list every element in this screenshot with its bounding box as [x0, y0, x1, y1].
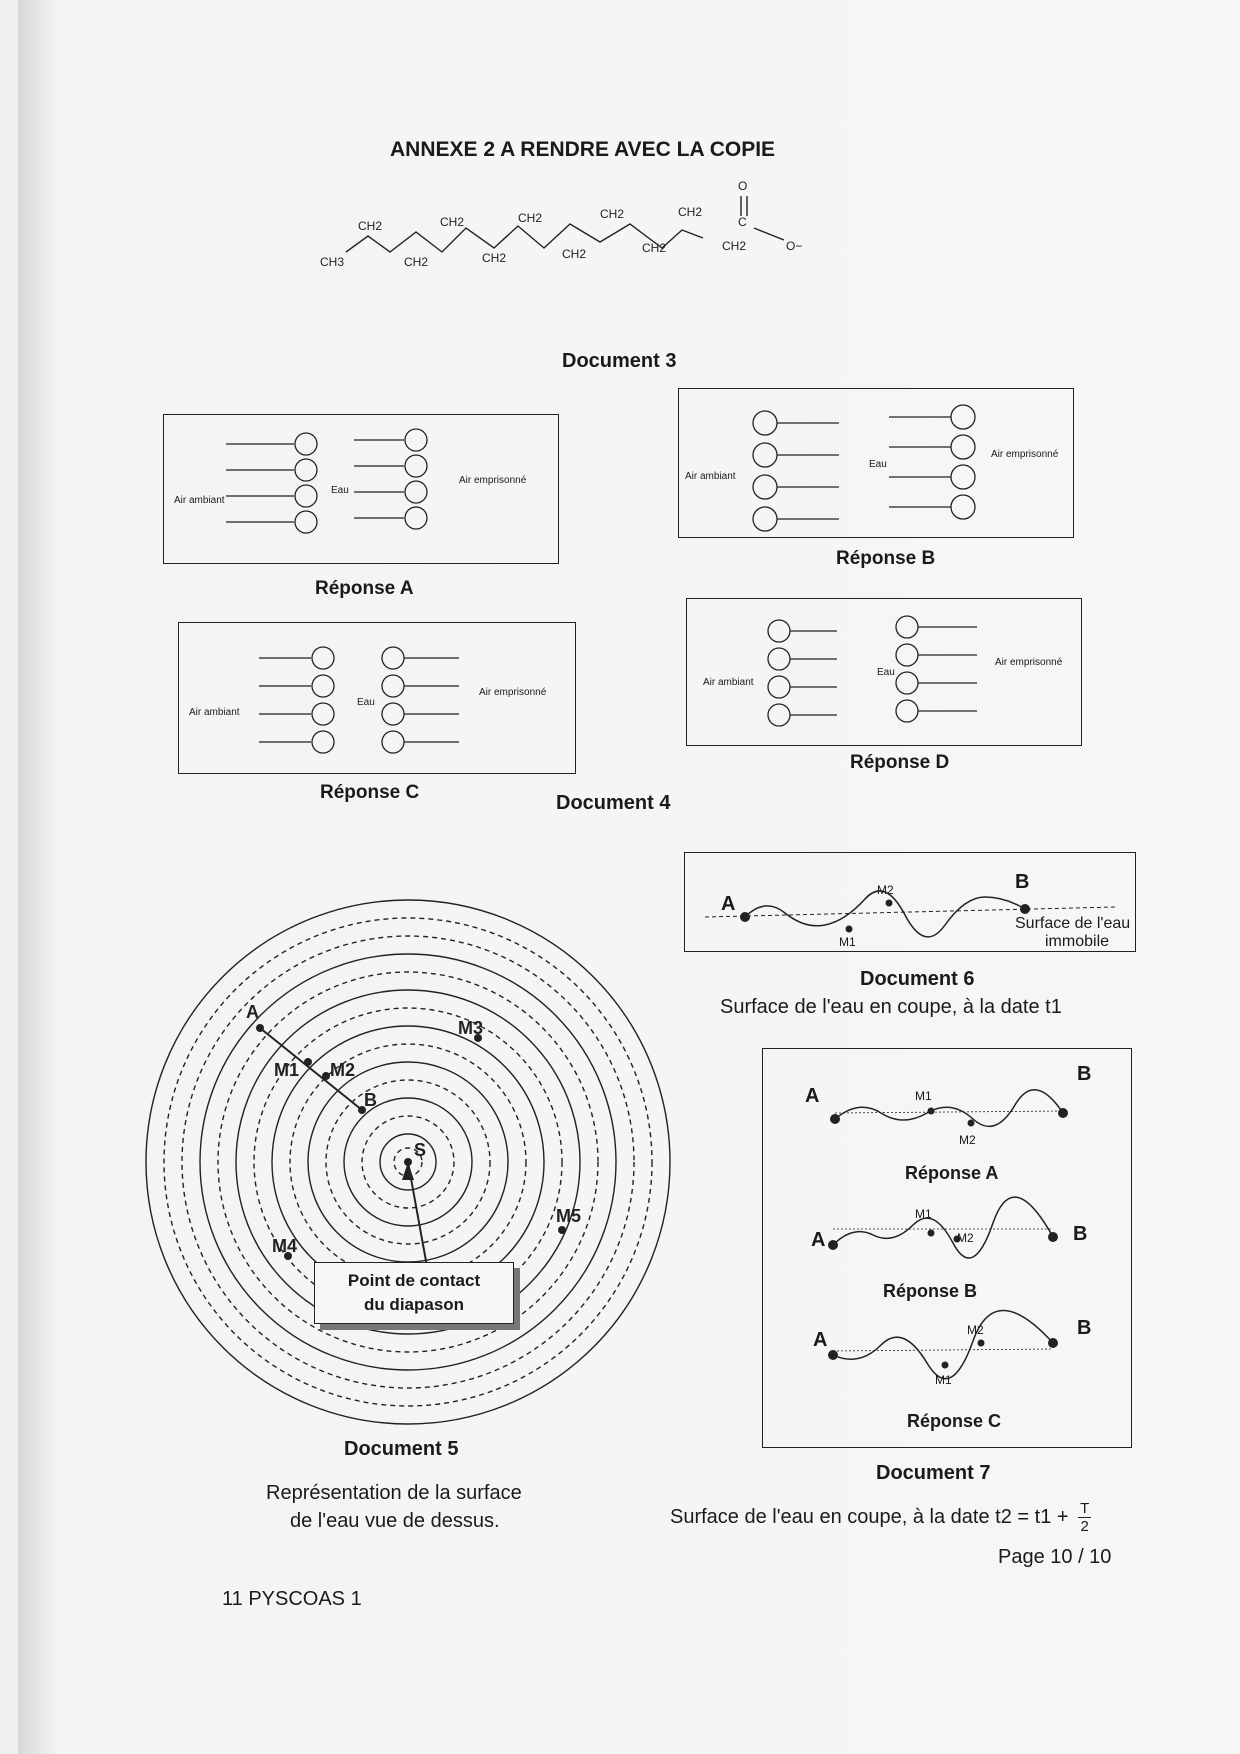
answer-b-label: Réponse B [836, 548, 936, 569]
answer-c-label: Réponse C [320, 782, 420, 803]
doc6-point-m1: M1 [839, 935, 856, 949]
document7-caption-text: Surface de l'eau en coupe, à la date t2 = t1 + [670, 1505, 1069, 1528]
ch2-group: CH2 [562, 247, 587, 261]
ch2-group: CH2 [440, 215, 465, 229]
doc7-a3: A [813, 1329, 828, 1351]
answer-d-label: Réponse D [850, 752, 950, 773]
document6-caption: Surface de l'eau en coupe, à la date t1 [720, 996, 1062, 1018]
contact-line-2: du diapason [363, 1295, 465, 1314]
molecule-diagram [318, 160, 838, 300]
doc7-m1-1: M1 [915, 1089, 932, 1103]
doc7-answer-c: Réponse C [907, 1411, 1002, 1431]
ch2-group: CH2 [642, 241, 667, 255]
point-s-label: S [414, 1140, 427, 1160]
air-trapped-label: Air emprisonné [995, 657, 1063, 668]
document5-caption-line-2: de l'eau vue de dessus. [290, 1510, 500, 1532]
carboxylate-oxygen: O− [786, 239, 803, 253]
air-ambient-label: Air ambiant [703, 677, 754, 688]
doc7-a1: A [805, 1085, 820, 1107]
oxygen-atom: O [738, 179, 748, 193]
water-label: Eau [357, 697, 375, 708]
fraction-numerator: T [1080, 1500, 1090, 1517]
document6-box [684, 852, 1136, 952]
document7-title: Document 7 [876, 1462, 991, 1484]
answer-a-label: Réponse A [315, 578, 414, 599]
air-trapped-label: Air emprisonné [459, 475, 527, 486]
document7-caption [670, 1500, 1091, 1535]
doc6-point-a: A [721, 893, 736, 915]
exam-page [18, 0, 1240, 1754]
ch2-group: CH2 [358, 219, 383, 233]
document6-title: Document 6 [860, 968, 975, 990]
point-m5-label: M5 [556, 1206, 582, 1226]
document3-title: Document 3 [562, 350, 677, 372]
doc6-point-b: B [1015, 871, 1030, 893]
point-m2-label: M2 [330, 1060, 356, 1080]
ch2-group: CH2 [404, 255, 429, 269]
point-a-label: A [246, 1002, 259, 1022]
water-label: Eau [869, 459, 887, 470]
concentric-waves-diagram [138, 900, 698, 1460]
ch2-group: CH2 [482, 251, 507, 265]
air-trapped-label: Air emprisonné [991, 449, 1059, 460]
ch2-group: CH2 [600, 207, 625, 221]
ch2-group: CH2 [518, 211, 543, 225]
doc7-m2-3: M2 [967, 1323, 984, 1337]
answer-c-box [178, 622, 576, 774]
point-m3-label: M3 [458, 1018, 484, 1038]
t-over-2-fraction [1078, 1500, 1091, 1535]
point-m1-label: M1 [274, 1060, 300, 1080]
air-ambient-label: Air ambiant [685, 471, 736, 482]
page-number: Page 10 / 10 [998, 1546, 1112, 1568]
point-b-label: B [364, 1090, 377, 1110]
doc7-m1-2: M1 [915, 1207, 932, 1221]
ch2-group: CH2 [722, 239, 747, 253]
answer-d-box [686, 598, 1082, 746]
point-m4-label: M4 [272, 1236, 298, 1256]
contact-line-1: Point de contact [347, 1271, 481, 1290]
exam-code: 11 PYSCOAS 1 [222, 1588, 362, 1610]
doc6-point-m2: M2 [877, 883, 894, 897]
doc7-b1: B [1077, 1063, 1092, 1085]
air-ambient-label: Air ambiant [189, 707, 240, 718]
air-trapped-label: Air emprisonné [479, 687, 547, 698]
contact-point-callout [314, 1262, 514, 1324]
answer-a-box [163, 414, 559, 564]
air-ambient-label: Air ambiant [174, 495, 225, 506]
ch2-group: CH2 [678, 205, 703, 219]
doc7-m2-2: M2 [957, 1231, 974, 1245]
doc7-a2: A [811, 1229, 826, 1251]
doc7-m1-3: M1 [935, 1373, 952, 1387]
document7-box [762, 1048, 1132, 1448]
document4-title: Document 4 [556, 792, 671, 814]
doc7-m2-1: M2 [959, 1133, 976, 1147]
doc7-b2: B [1073, 1223, 1088, 1245]
surface-label-line-2: immobile [1045, 933, 1110, 950]
document5-caption-line-1: Représentation de la surface [266, 1482, 522, 1504]
fraction-denominator: 2 [1080, 1518, 1089, 1535]
answer-b-box [678, 388, 1074, 538]
carbon-atom: C [738, 215, 747, 229]
doc7-b3: B [1077, 1317, 1092, 1339]
doc7-answer-a: Réponse A [905, 1163, 999, 1183]
surface-label-line-1: Surface de l'eau [1015, 915, 1131, 932]
document5-title: Document 5 [344, 1438, 459, 1460]
ch3-group: CH3 [320, 255, 345, 269]
water-label: Eau [331, 485, 349, 496]
water-label: Eau [877, 667, 895, 678]
page-title: ANNEXE 2 A RENDRE AVEC LA COPIE [390, 138, 776, 161]
doc7-answer-b: Réponse B [883, 1281, 978, 1301]
